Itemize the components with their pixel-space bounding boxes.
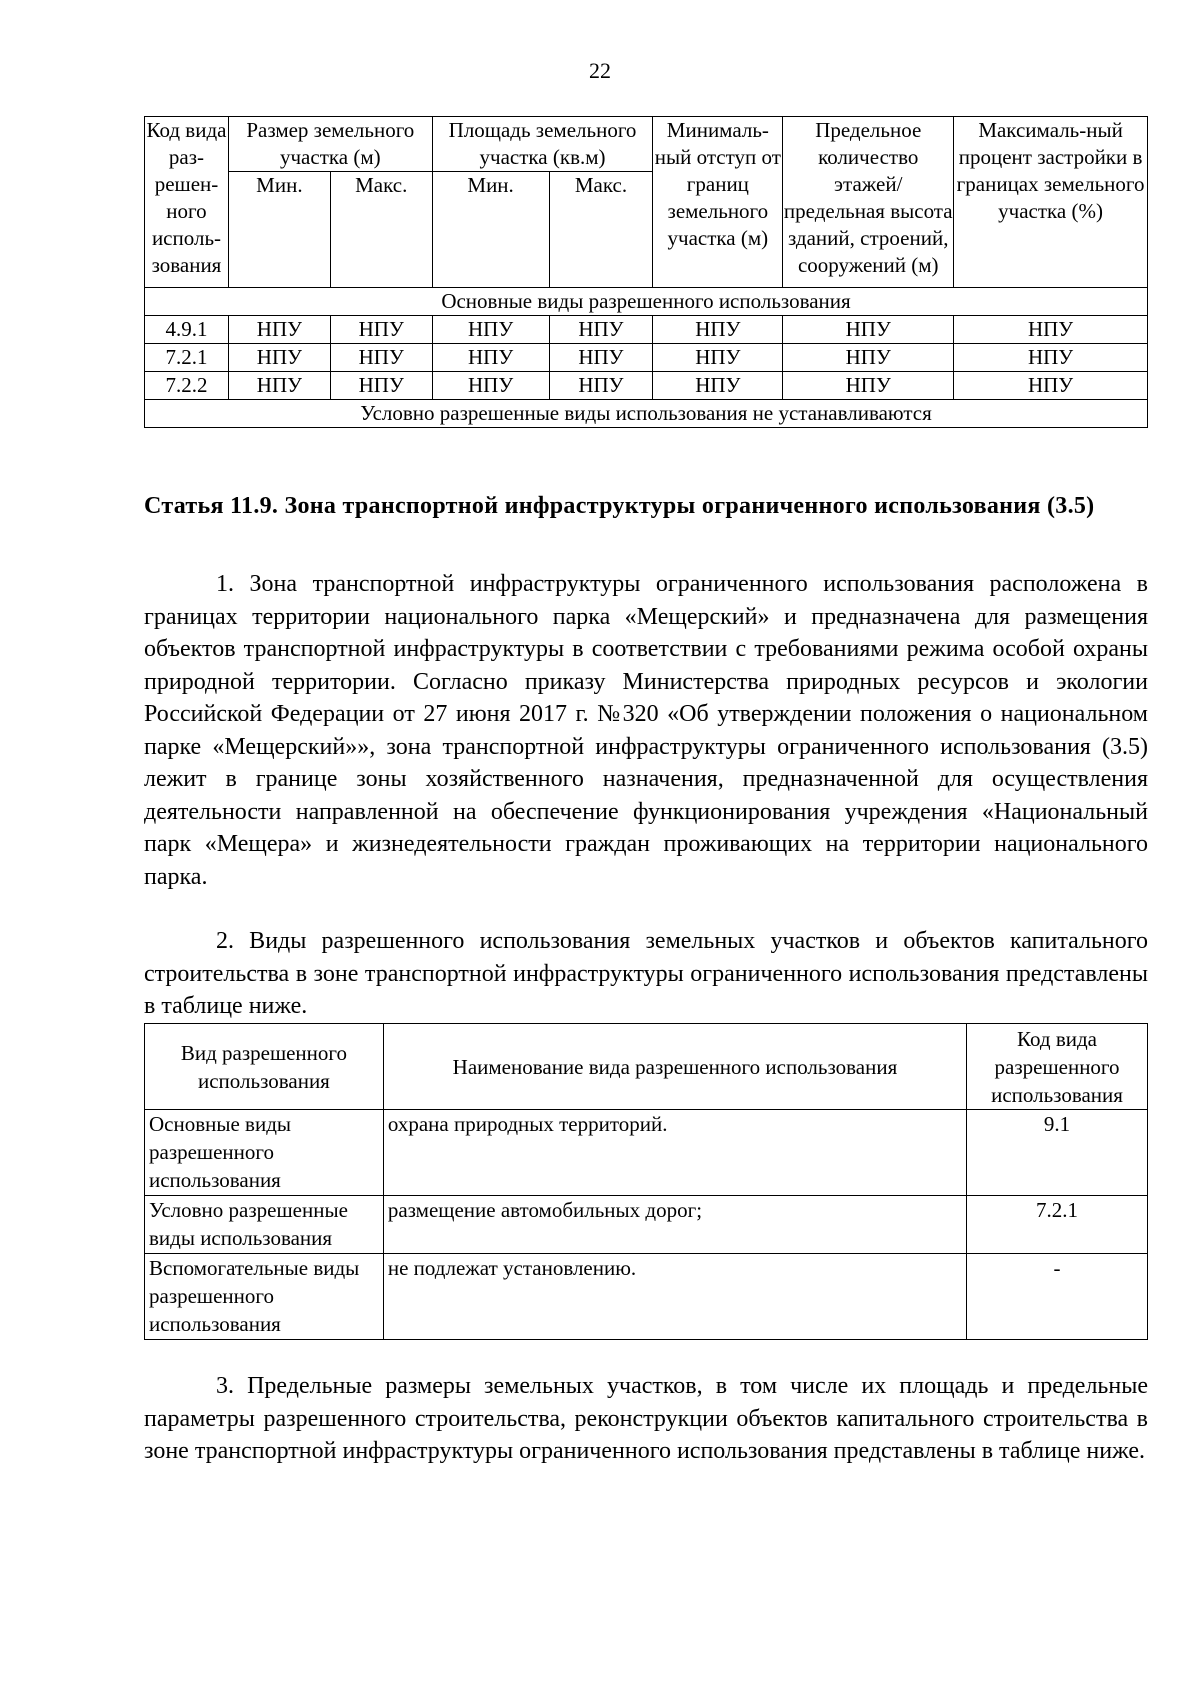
paragraph-1: 1. Зона транспортной инфраструктуры ограниченного использования расположена в границах территории национального парка «Мещерский» и предназначена для размещения объектов транспортной инфраструктуры в соответствии с требованиями режима особой охраны природной территории. Согласно приказу Министерства природных ресурсов и экологии Российской Федерации от 27 июня 2017 г. №320 «Об утверждении положения о национальном парке «Мещерский»», зона транспортной инфраструктуры ограниченного использования (3.5) лежит в границе зоны хозяйственного назначения, предназначенной для осуществления деятельности направленной на обеспечение функционирования учреждения «Национальный парк «Мещера» и жизнедеятельности граждан проживающих на территории национального парка. <box>144 571 1148 890</box>
cell: НПУ <box>653 316 783 344</box>
header-use-type: Вид разрешенного использования <box>145 1024 384 1110</box>
section-conditional-uses: Условно разрешенные виды использования не устанавливаются <box>145 400 1148 428</box>
cell: НПУ <box>228 372 330 400</box>
cell: НПУ <box>954 344 1148 372</box>
header-area-max: Макс. <box>549 172 653 288</box>
header-use-code: Код вида разрешенного использования <box>967 1024 1148 1110</box>
cell-code: 7.2.2 <box>145 372 229 400</box>
cell: НПУ <box>330 372 432 400</box>
cell: НПУ <box>432 372 549 400</box>
header-max-percent: Максималь-ный процент застройки в границах земельного участка (%) <box>954 117 1148 288</box>
cell: НПУ <box>783 344 954 372</box>
cell: НПУ <box>330 316 432 344</box>
cell-use-code: 9.1 <box>967 1110 1148 1196</box>
table-row <box>145 344 1148 372</box>
cell: НПУ <box>549 316 653 344</box>
header-size: Размер земельного участка (м) <box>228 117 432 172</box>
table-row <box>145 316 1148 344</box>
table-row <box>145 372 1148 400</box>
cell: НПУ <box>783 316 954 344</box>
header-max-floors: Предельное количество этажей/ предельная высота зданий, строений, сооружений (м) <box>783 117 954 288</box>
cell: НПУ <box>432 316 549 344</box>
cell-code: 7.2.1 <box>145 344 229 372</box>
cell: НПУ <box>954 316 1148 344</box>
cell: НПУ <box>954 372 1148 400</box>
table-row <box>145 1254 1148 1340</box>
permitted-uses-table <box>144 1023 1148 1340</box>
table-row <box>145 1110 1148 1196</box>
page-number: 22 <box>589 58 611 83</box>
section-main-uses: Основные виды разрешенного использования <box>145 288 1148 316</box>
cell-use-name: охрана природных территорий. <box>383 1110 966 1196</box>
cell: НПУ <box>653 344 783 372</box>
cell: НПУ <box>549 344 653 372</box>
cell-use-type: Вспомогательные виды разрешенного использования <box>145 1254 384 1340</box>
paragraph-3: 3. Предельные размеры земельных участков, в том числе их площадь и предельные параметры разрешенного строительства, реконструкции объектов капитального строительства в зоне транспортной инфраструктуры ограниченного использования представлены в таблице ниже. <box>144 1373 1148 1464</box>
paragraph-2: 2. Виды разрешенного использования земельных участков и объектов капитального строительства в зоне транспортной инфраструктуры ограниченного использования представлены в таблице ниже. <box>144 928 1148 1019</box>
article-heading: Статья 11.9. Зона транспортной инфраструктуры ограниченного использования (3.5) <box>144 493 1095 519</box>
land-parameters-table <box>144 116 1148 428</box>
cell-code: 4.9.1 <box>145 316 229 344</box>
cell: НПУ <box>783 372 954 400</box>
cell-use-type: Основные виды разрешенного использования <box>145 1110 384 1196</box>
cell: НПУ <box>653 372 783 400</box>
header-use-name: Наименование вида разрешенного использования <box>383 1024 966 1110</box>
cell: НПУ <box>549 372 653 400</box>
header-area-min: Мин. <box>432 172 549 288</box>
header-size-max: Макс. <box>330 172 432 288</box>
cell: НПУ <box>330 344 432 372</box>
cell-use-name: не подлежат установлению. <box>383 1254 966 1340</box>
header-code: Код вида раз-решен-ного исполь-зования <box>145 117 229 288</box>
table-row <box>145 1196 1148 1254</box>
header-size-min: Мин. <box>228 172 330 288</box>
cell: НПУ <box>432 344 549 372</box>
header-area: Площадь земельного участка (кв.м) <box>432 117 653 172</box>
cell-use-code: 7.2.1 <box>967 1196 1148 1254</box>
cell: НПУ <box>228 316 330 344</box>
cell-use-type: Условно разрешенные виды использования <box>145 1196 384 1254</box>
cell: НПУ <box>228 344 330 372</box>
cell-use-code: - <box>967 1254 1148 1340</box>
header-min-setback: Минималь-ный отступ от границ земельного участка (м) <box>653 117 783 288</box>
cell-use-name: размещение автомобильных дорог; <box>383 1196 966 1254</box>
